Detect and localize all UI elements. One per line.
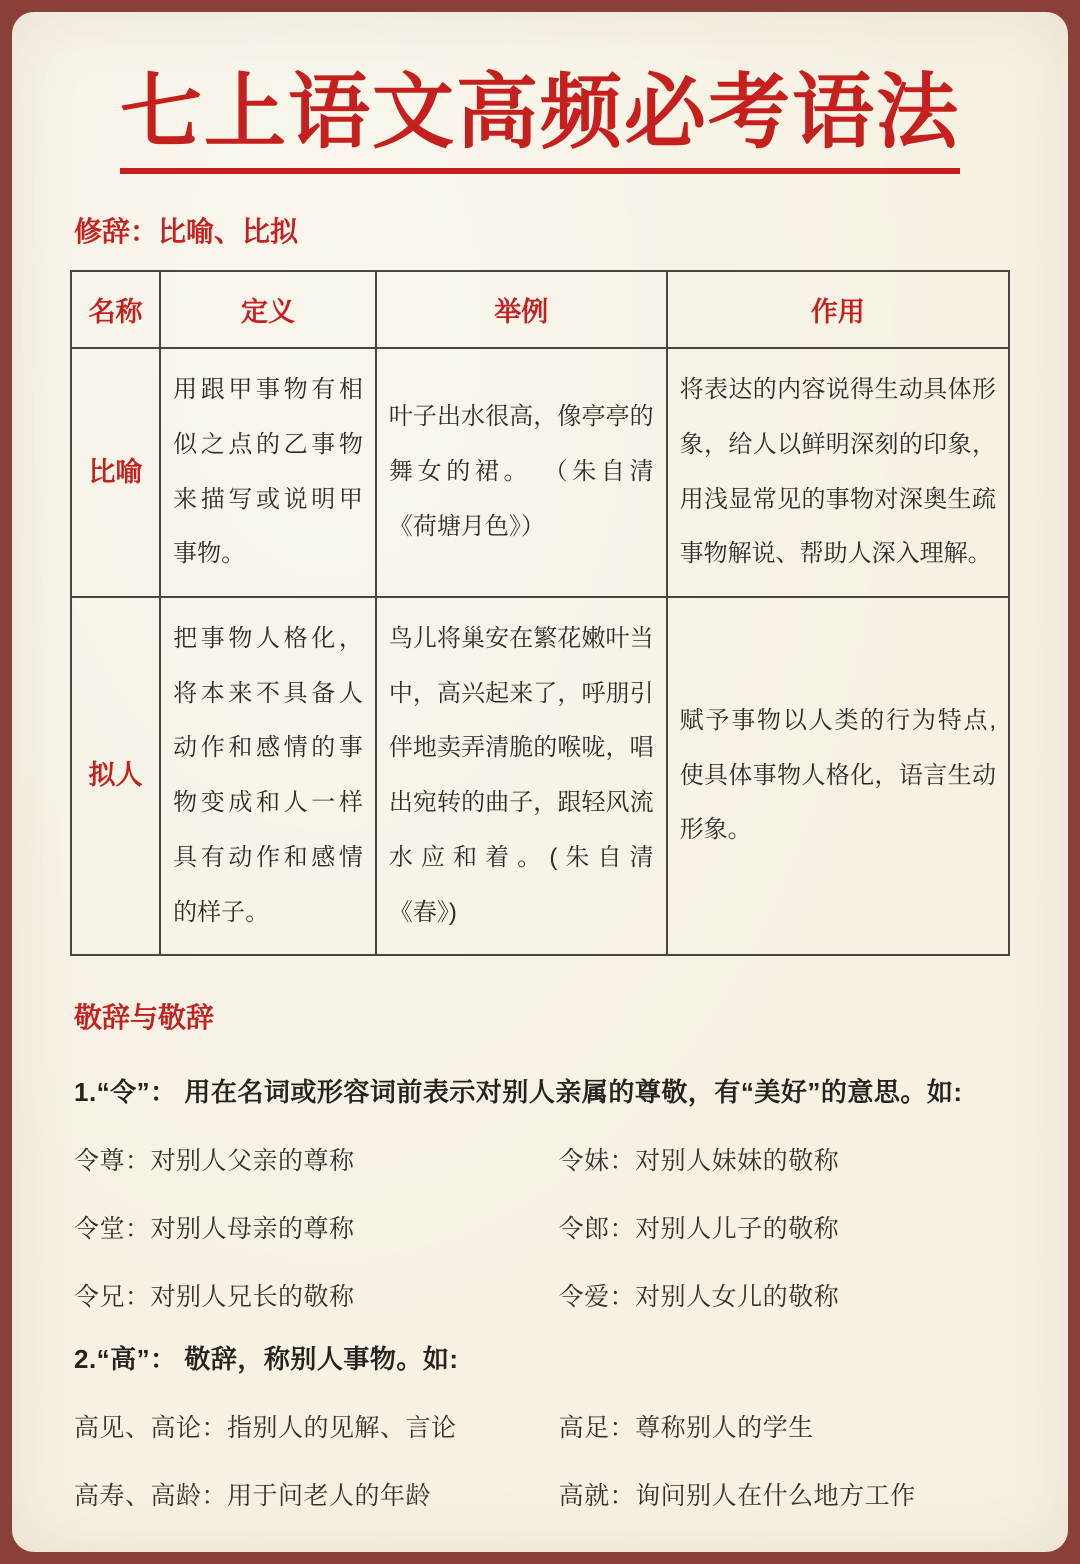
list-item: 令尊：对别人父亲的尊称: [74, 1147, 355, 1176]
example-cell-simile: 叶子出水很高，像亭亭的舞女的裙。 （朱自清《荷塘月色》）: [376, 348, 667, 597]
definition-cell-personification: 把事物人格化，将本来不具备人动作和感情的事物变成和人一样具有动作和感情的样子。: [160, 597, 376, 955]
list-item: 令郎：对别人儿子的敬称: [558, 1215, 840, 1244]
honorific-group2-intro: 2.“高”： 敬辞，称别人事物。如:: [74, 1344, 459, 1375]
rhetoric-table: [70, 270, 1010, 956]
column-header-name: 名称: [71, 271, 160, 348]
term-cell-simile: 比喻: [71, 348, 160, 597]
list-item: 令兄：对别人兄长的敬称: [74, 1283, 355, 1312]
page-title: 七上语文高频必考语法: [120, 70, 960, 174]
honorifics-section-heading: 敬辞与敬辞: [74, 1002, 215, 1034]
title-block: [70, 67, 1010, 174]
honorific-group1-intro: 1.“令”： 用在名词或形容词前表示对别人亲属的尊敬，有“美好”的意思。如:: [74, 1077, 963, 1108]
list-row: [70, 1408, 1010, 1444]
worksheet-card: [12, 12, 1068, 1552]
list-item: 令堂：对别人母亲的尊称: [74, 1215, 355, 1244]
honorific-group1-list: [70, 1141, 1010, 1313]
list-item: 令爱：对别人女儿的敬称: [558, 1283, 840, 1312]
table-row-personification: [71, 597, 1009, 955]
example-cell-personification: 鸟儿将巢安在繁花嫩叶当中，高兴起来了，呼朋引伴地卖弄清脆的喉咙，唱出宛转的曲子，跟轻风流水应和着。(朱自清《春》): [376, 597, 667, 955]
rhetoric-section-heading: 修辞：比喻、比拟: [74, 216, 299, 248]
column-header-definition: 定义: [160, 271, 376, 348]
list-row: [70, 1209, 1010, 1245]
list-row: [70, 1277, 1010, 1313]
list-item: 高寿、高龄：用于问老人的年龄: [74, 1482, 432, 1511]
list-row: [70, 1141, 1010, 1177]
honorific-group2-list: [70, 1408, 1010, 1512]
list-item: 高就：询问别人在什么地方工作: [558, 1482, 916, 1511]
effect-cell-simile: 将表达的内容说得生动具体形象，给人以鲜明深刻的印象，用浅显常见的事物对深奥生疏事物解说、帮助人深入理解。: [667, 348, 1009, 597]
column-header-example: 举例: [376, 271, 667, 348]
list-item: 高足：尊称别人的学生: [558, 1414, 814, 1443]
table-header-row: [71, 271, 1009, 348]
table-row-simile: [71, 348, 1009, 597]
list-item: 令妹：对别人妹妹的敬称: [558, 1147, 840, 1176]
column-header-effect: 作用: [667, 271, 1009, 348]
effect-cell-personification: 赋予事物以人类的行为特点, 使具体事物人格化，语言生动形象。: [667, 597, 1009, 955]
term-cell-personification: 拟人: [71, 597, 160, 955]
list-row: [70, 1476, 1010, 1512]
definition-cell-simile: 用跟甲事物有相似之点的乙事物来描写或说明甲事物。: [160, 348, 376, 597]
list-item: 高见、高论：指别人的见解、言论: [74, 1414, 457, 1443]
